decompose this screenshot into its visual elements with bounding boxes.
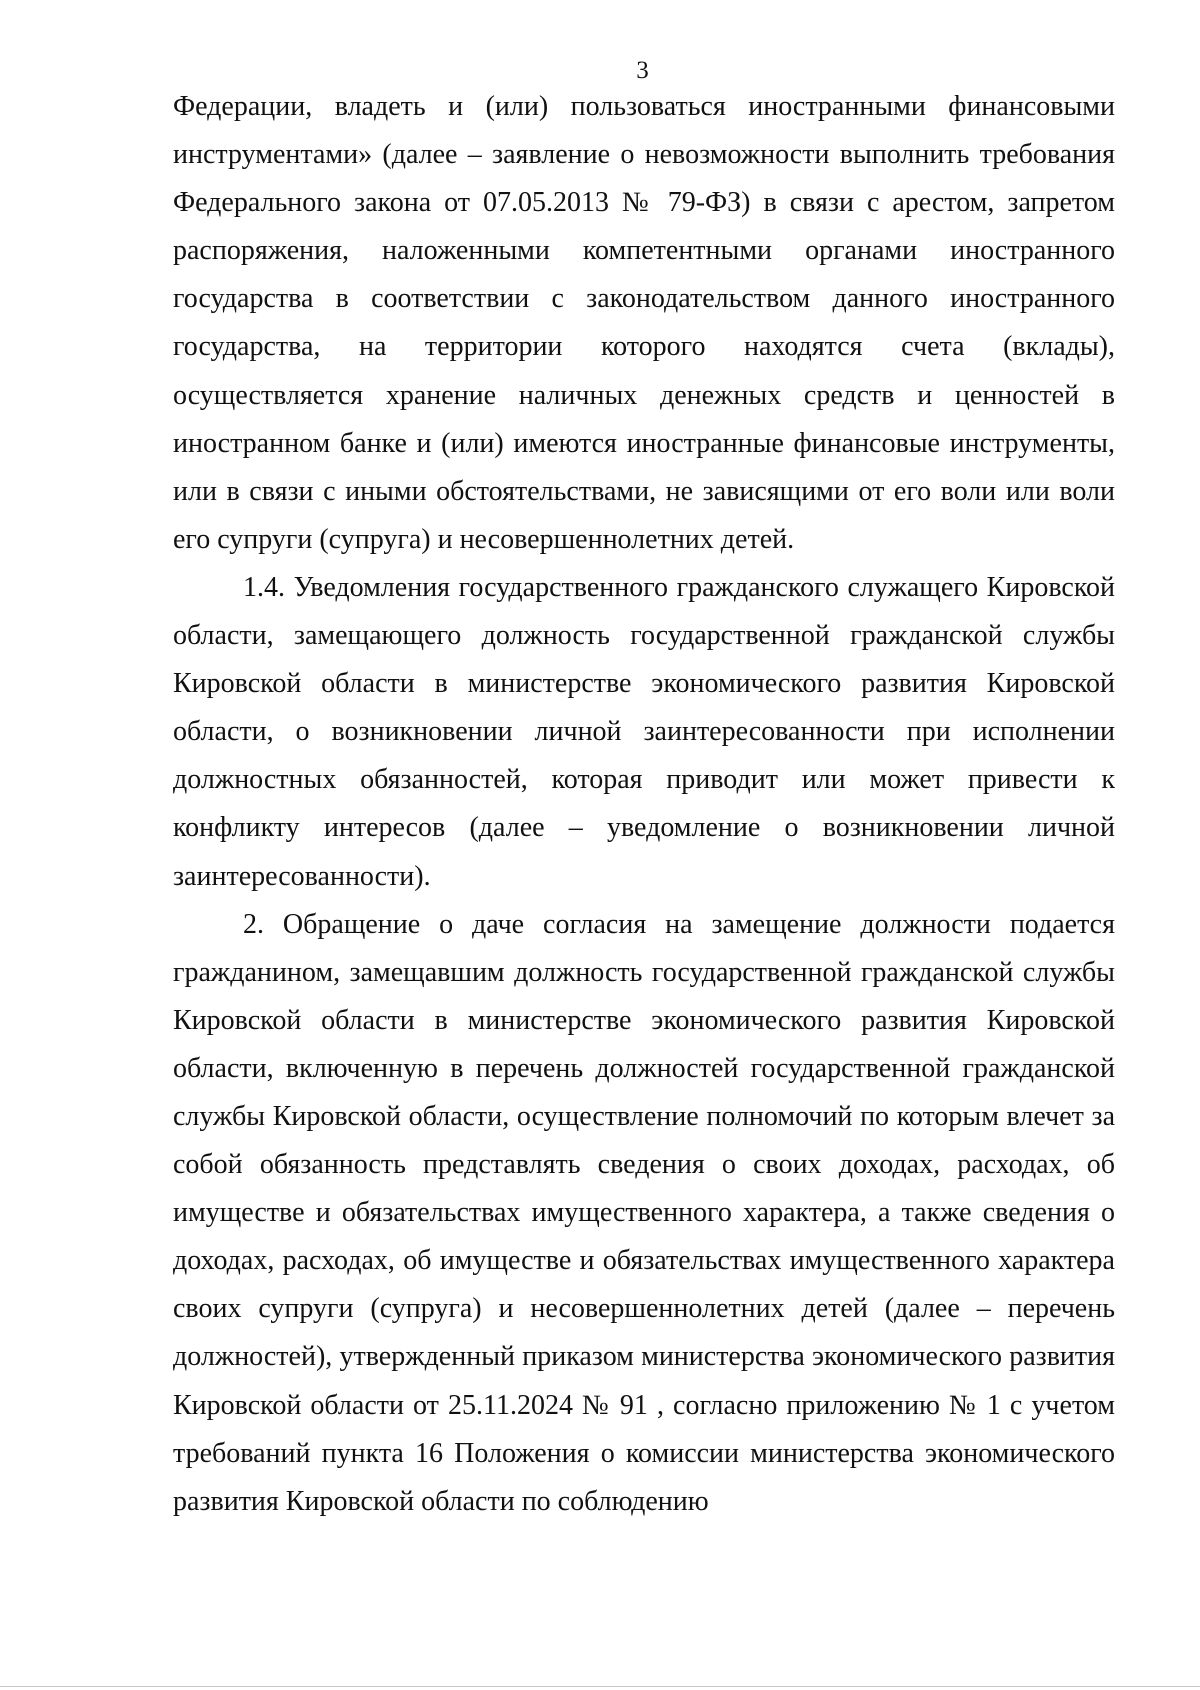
paragraph-2: 2. Обращение о даче согласия на замещение должности подается гражданином, замещавшим должность государственной гражданской службы Кировской области в министерстве экономического развития Кировской области, включенную в перечень должностей государственной гражданской службы Кировской области, осуществление полномочий по которым влечет за собой обязанность представлять сведения о своих доходах, расходах, об имуществе и обязательствах имущественного характера, а также сведения о доходах, расходах, об имуществе и обязательствах имущественного характера своих супруги (супруга) и несовершеннолетних детей (далее – перечень должностей), утвержденный приказом министерства экономического развития Кировской области от 25.11.2024 № 91 , согласно приложению № 1 с учетом требований пункта 16 Положения о комиссии министерства экономического развития Кировской области по соблюдению (173, 908, 1115, 1517)
document-body (173, 83, 1115, 1526)
page-number: 3 (636, 57, 649, 84)
scan-edge-line (0, 1686, 1200, 1687)
paragraph-1-4: 1.4. Уведомления государственного гражданского служащего Кировской области, замещающего должность государственной гражданской службы Кировской области в министерстве экономического развития Кировской области, о возникновении личной заинтересованности при исполнении должностных обязанностей, которая приводит или может привести к конфликту интересов (далее – уведомление о возникновении личной заинтересованности). (173, 571, 1115, 892)
paragraph-continuation: Федерации, владеть и (или) пользоваться иностранными финансовыми инструментами» (далее – заявление о невозможности выполнить требования Федерального закона от 07.05.2013 № 79-ФЗ) в связи с арестом, запретом распоряжения, наложенными компетентными органами иностранного государства в соответствии с законодательством данного иностранного государства, на территории которого находятся счета (вклады), осуществляется хранение наличных денежных средств и ценностей в иностранном банке и (или) имеются иностранные финансовые инструменты, или в связи с иными обстоятельствами, не зависящими от его воли или воли его супруги (супруга) и несовершеннолетних детей. (173, 91, 1115, 555)
